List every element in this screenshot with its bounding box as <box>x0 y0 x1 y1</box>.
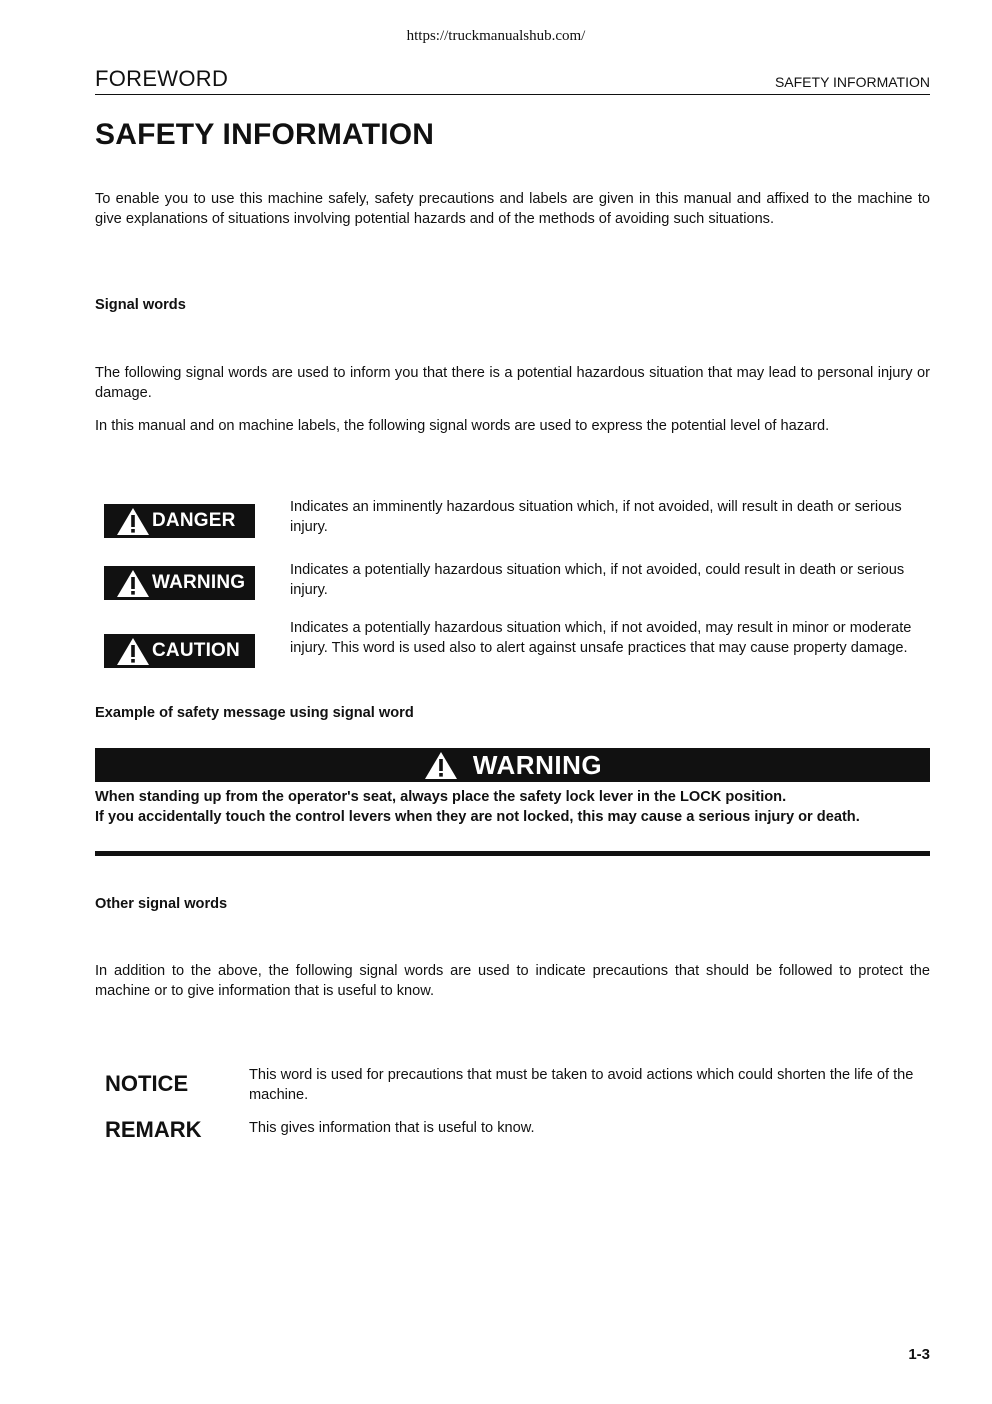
other-signal-words-para: In addition to the above, the following signal words are used to indicate precautions that should be followed to protect the machine or to give information that is useful to know. <box>95 963 930 999</box>
warning-description: Indicates a potentially hazardous situation which, if not avoided, could result in death or serious injury. <box>290 562 905 598</box>
intro-paragraph: To enable you to use this machine safely, safety precautions and labels are given in this manual and affixed to the machine to give explanations of situations involving potential hazards and of the methods of avoiding such situations. <box>95 191 930 227</box>
caution-label <box>104 634 255 668</box>
header-topic: SAFETY INFORMATION <box>774 74 930 90</box>
warning-label <box>104 566 255 600</box>
page-number: 1-3 <box>908 1346 930 1363</box>
danger-label <box>104 504 255 538</box>
notice-word: NOTICE <box>105 1071 189 1096</box>
warning-triangle-icon <box>116 506 150 536</box>
warning-triangle-icon <box>116 568 150 598</box>
example-heading: Example of safety message using signal word <box>95 705 414 721</box>
other-signal-words-heading: Other signal words <box>95 896 228 912</box>
caution-description: Indicates a potentially hazardous situation which, if not avoided, may result in minor or moderate injury. This word is used also to alert against unsafe practices that may cause property damage. <box>290 620 912 656</box>
header-section: FOREWORD <box>95 66 229 91</box>
warning-triangle-icon <box>116 636 150 666</box>
warning-triangle-icon <box>423 750 459 780</box>
example-warning-word: WARNING <box>472 749 603 780</box>
page-title: SAFETY INFORMATION <box>95 118 435 151</box>
source-url: https://truckmanualshub.com/ <box>406 28 586 44</box>
example-warning-line-1: When standing up from the operator's seat, always place the safety lock lever in the LOCK position. <box>95 789 787 805</box>
signal-words-para-1: The following signal words are used to inform you that there is a potential hazardous situation that may lead to personal injury or damage. <box>95 365 930 401</box>
warning-label-text: WARNING <box>152 572 246 593</box>
danger-label-text: DANGER <box>152 510 236 531</box>
example-warning-bar <box>95 748 930 782</box>
caution-label-text: CAUTION <box>152 640 240 661</box>
example-bottom-rule <box>95 851 930 856</box>
remark-word: REMARK <box>105 1117 202 1142</box>
signal-words-heading: Signal words <box>95 297 186 313</box>
header-rule <box>95 94 930 95</box>
remark-description: This gives information that is useful to know. <box>249 1120 535 1136</box>
signal-words-para-2: In this manual and on machine labels, the following signal words are used to express the potential level of hazard. <box>95 418 830 434</box>
example-warning-text <box>95 787 930 827</box>
notice-description: This word is used for precautions that must be taken to avoid actions which could shorten the life of the machine. <box>249 1067 914 1103</box>
example-warning-line-2: If you accidentally touch the control levers when they are not locked, this may cause a serious injury or death. <box>95 809 860 825</box>
danger-description: Indicates an imminently hazardous situation which, if not avoided, will result in death or serious injury. <box>290 499 902 535</box>
